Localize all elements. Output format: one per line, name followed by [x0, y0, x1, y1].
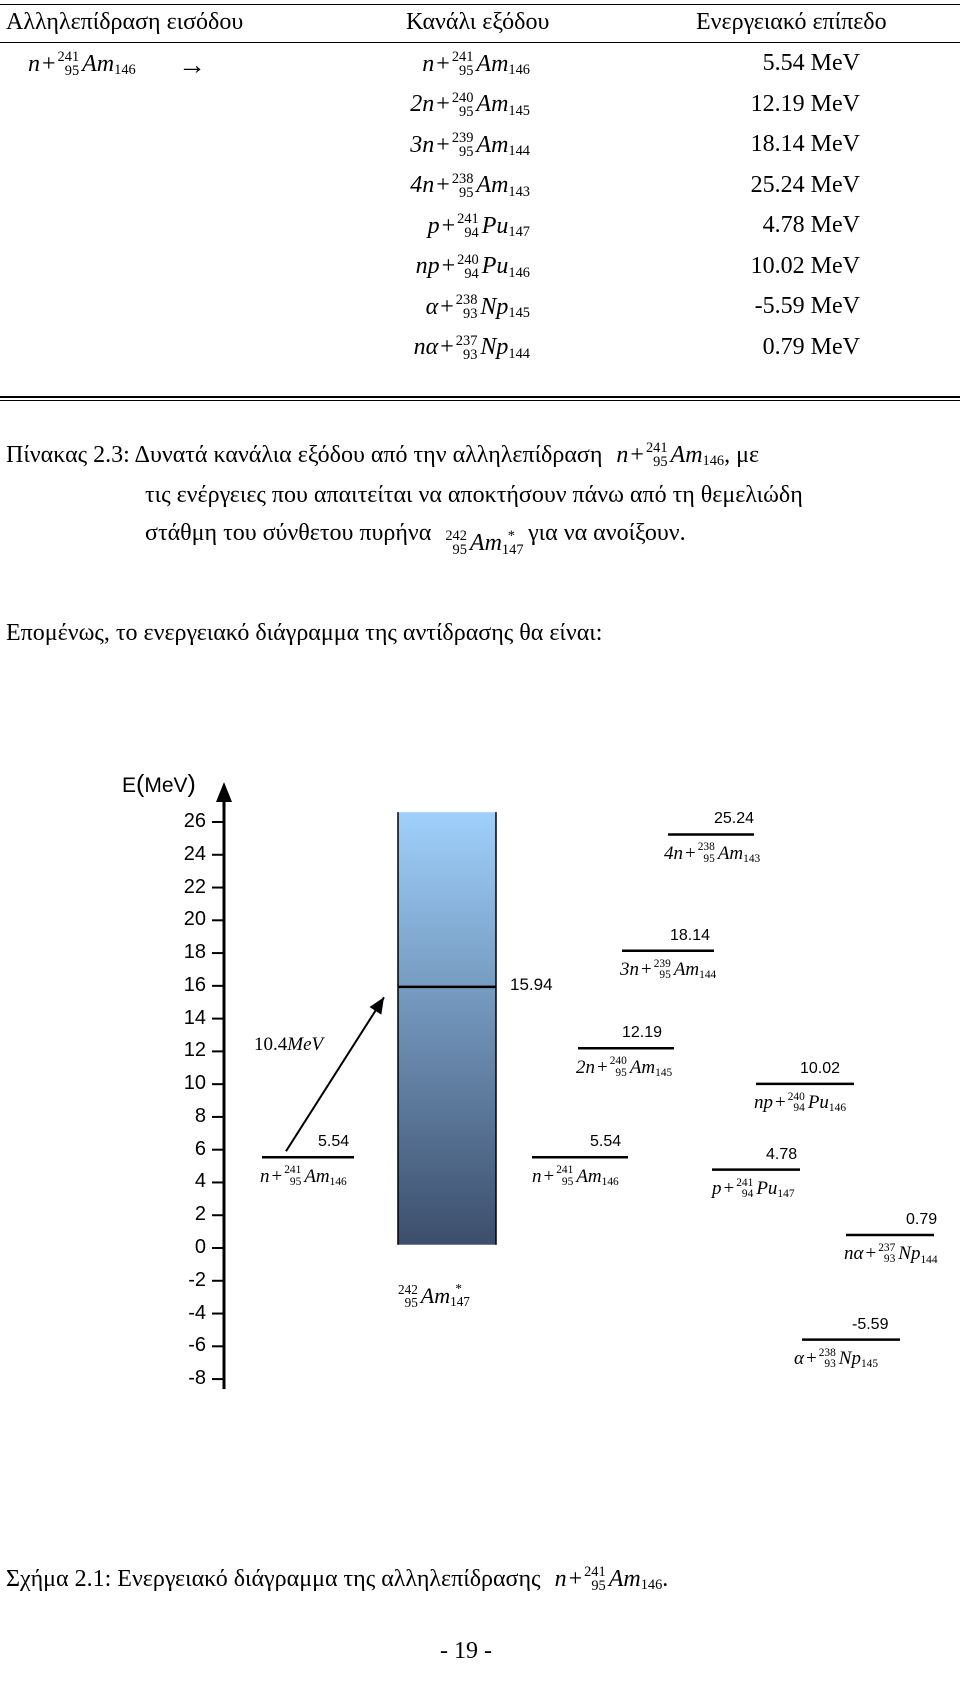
- energy-level-nucleus: p + 241 94 Pu 147: [712, 1176, 795, 1201]
- y-tick-label: 10: [183, 1072, 206, 1095]
- energy-level-value: 12.19: [622, 1024, 663, 1042]
- y-tick-label: 24: [183, 842, 206, 865]
- table-caption-nucleus: n + 241 95 Am 146: [616, 439, 725, 470]
- y-tick-label: 4: [194, 1170, 206, 1193]
- table-row-channel: n + 241 95 Am 146: [422, 49, 530, 80]
- table-header-output: Κανάλι εξόδου: [406, 9, 550, 35]
- y-tick-label: 6: [194, 1137, 206, 1160]
- energy-level-nucleus: n + 241 95 Am 146: [260, 1164, 347, 1188]
- y-tick-label: 0: [194, 1236, 206, 1258]
- table-row-energy: 25.24 MeV: [750, 171, 860, 198]
- energy-level-value: 25.24: [714, 810, 755, 828]
- table-top-rule: [0, 4, 960, 5]
- energy-level-nucleus: α + 238 93 Np 145: [794, 1346, 879, 1371]
- energy-level-nucleus: np + 240 94 Pu 146: [754, 1090, 847, 1115]
- input-reaction: n + 241 95 Am 146: [28, 49, 136, 80]
- energy-diagram: [0, 760, 960, 1400]
- table-row-energy: 5.54 MeV: [762, 50, 860, 76]
- energy-level-nucleus: 3n + 239 95 Am 144: [620, 957, 717, 982]
- table-caption-text: Δυνατά κανάλια εξόδου από την αλληλεπίδραση: [134, 442, 603, 468]
- table-row-channel: 2n + 240 95 Am 145: [410, 89, 530, 120]
- compound-nucleus-label: 242 95 Am 147 *: [398, 1281, 470, 1311]
- page-number: - 19 -: [440, 1638, 492, 1664]
- table-caption-line2: τις ενέργειες που απαιτείται να αποκτήσουν πάνω από τη θεμελιώδη: [145, 482, 803, 508]
- y-tick-label: 20: [183, 908, 206, 931]
- table-row-energy: 4.78 MeV: [762, 212, 860, 238]
- table-row-energy: 18.14 MeV: [750, 131, 860, 157]
- energy-level-value: 5.54: [318, 1133, 350, 1151]
- y-tick-label: 8: [194, 1104, 206, 1127]
- table-caption-line3: στάθμη του σύνθετου πυρήνα 242 95 Am 147 * για να ανοίξουν.: [145, 520, 686, 559]
- y-tick-label: 2: [194, 1203, 206, 1226]
- excitation-arrow: [286, 997, 384, 1151]
- excitation-energy-label: 10.4MeV: [254, 1034, 324, 1056]
- table-header-input: Αλληλεπίδραση εισόδου: [6, 9, 244, 35]
- energy-level-value: 10.02: [800, 1059, 841, 1077]
- table-row-energy: 0.79 MeV: [762, 333, 860, 360]
- table-bottom-rule-2: [0, 400, 960, 401]
- axis-title: E(MeV): [122, 770, 196, 798]
- y-tick-label: -6: [188, 1334, 206, 1357]
- energy-level-nucleus: nα + 237 93 Np 144: [844, 1242, 938, 1266]
- energy-level-value: 5.54: [590, 1133, 622, 1151]
- table-header-energy: Ενεργειακό επίπεδο: [696, 9, 887, 35]
- intro-text: Επομένως, το ενεργειακό διάγραμμα της αντίδρασης θα είναι:: [6, 620, 603, 646]
- y-tick-label: 26: [183, 810, 206, 832]
- energy-level-value: 18.14: [670, 926, 711, 944]
- table-row-channel: p + 241 94 Pu 147: [427, 211, 530, 242]
- energy-level-nucleus: n + 241 95 Am 146: [532, 1164, 619, 1188]
- y-tick-label: 18: [183, 941, 206, 964]
- table-header-rule: [0, 42, 960, 43]
- y-tick-label: -4: [188, 1301, 206, 1324]
- energy-level-value: 4.78: [766, 1145, 798, 1163]
- table-row-energy: 12.19 MeV: [750, 90, 860, 117]
- table-caption-label: Πίνακας 2.3:: [6, 442, 130, 468]
- y-tick-label: 14: [183, 1006, 206, 1029]
- reaction-arrow: →: [178, 50, 206, 81]
- excitation-arrowhead: [370, 997, 384, 1014]
- table-row-channel: nα + 237 93 Np 144: [413, 332, 530, 363]
- y-tick-label: 12: [183, 1039, 206, 1062]
- y-tick-label: 16: [183, 973, 206, 996]
- compound-level-label: 15.94: [510, 974, 553, 994]
- table-caption: Πίνακας 2.3: Δυνατά κανάλια εξόδου από την αλληλεπίδραση n + 241 95 Am 146 , με: [6, 436, 946, 474]
- table-row-energy: -5.59 MeV: [754, 293, 860, 319]
- table-bottom-rule: [0, 396, 960, 398]
- table-row-channel: 3n + 239 95 Am 144: [410, 130, 530, 161]
- y-axis-arrowhead: [216, 782, 232, 802]
- energy-level-value: -5.59: [852, 1315, 889, 1333]
- energy-level-nucleus: 2n + 240 95 Am 145: [576, 1055, 673, 1079]
- table-row-channel: 4n + 238 95 Am 143: [410, 170, 530, 201]
- energy-level-value: 0.79: [906, 1211, 938, 1229]
- table-row-channel: np + 240 94 Pu 146: [415, 251, 530, 282]
- figure-caption: Σχήμα 2.1: Ενεργειακό διάγραμμα της αλληλεπίδρασης n + 241 95 Am 146 .: [6, 1563, 669, 1594]
- y-tick-label: -2: [188, 1268, 206, 1291]
- y-tick-label: 22: [183, 875, 206, 898]
- y-tick-label: -8: [188, 1367, 206, 1390]
- table-row-energy: 10.02 MeV: [750, 252, 860, 279]
- table-row-channel: α + 238 93 Np 145: [425, 292, 530, 323]
- compound-energy-bar: [398, 812, 496, 1245]
- energy-level-nucleus: 4n + 238 95 Am 143: [664, 841, 761, 865]
